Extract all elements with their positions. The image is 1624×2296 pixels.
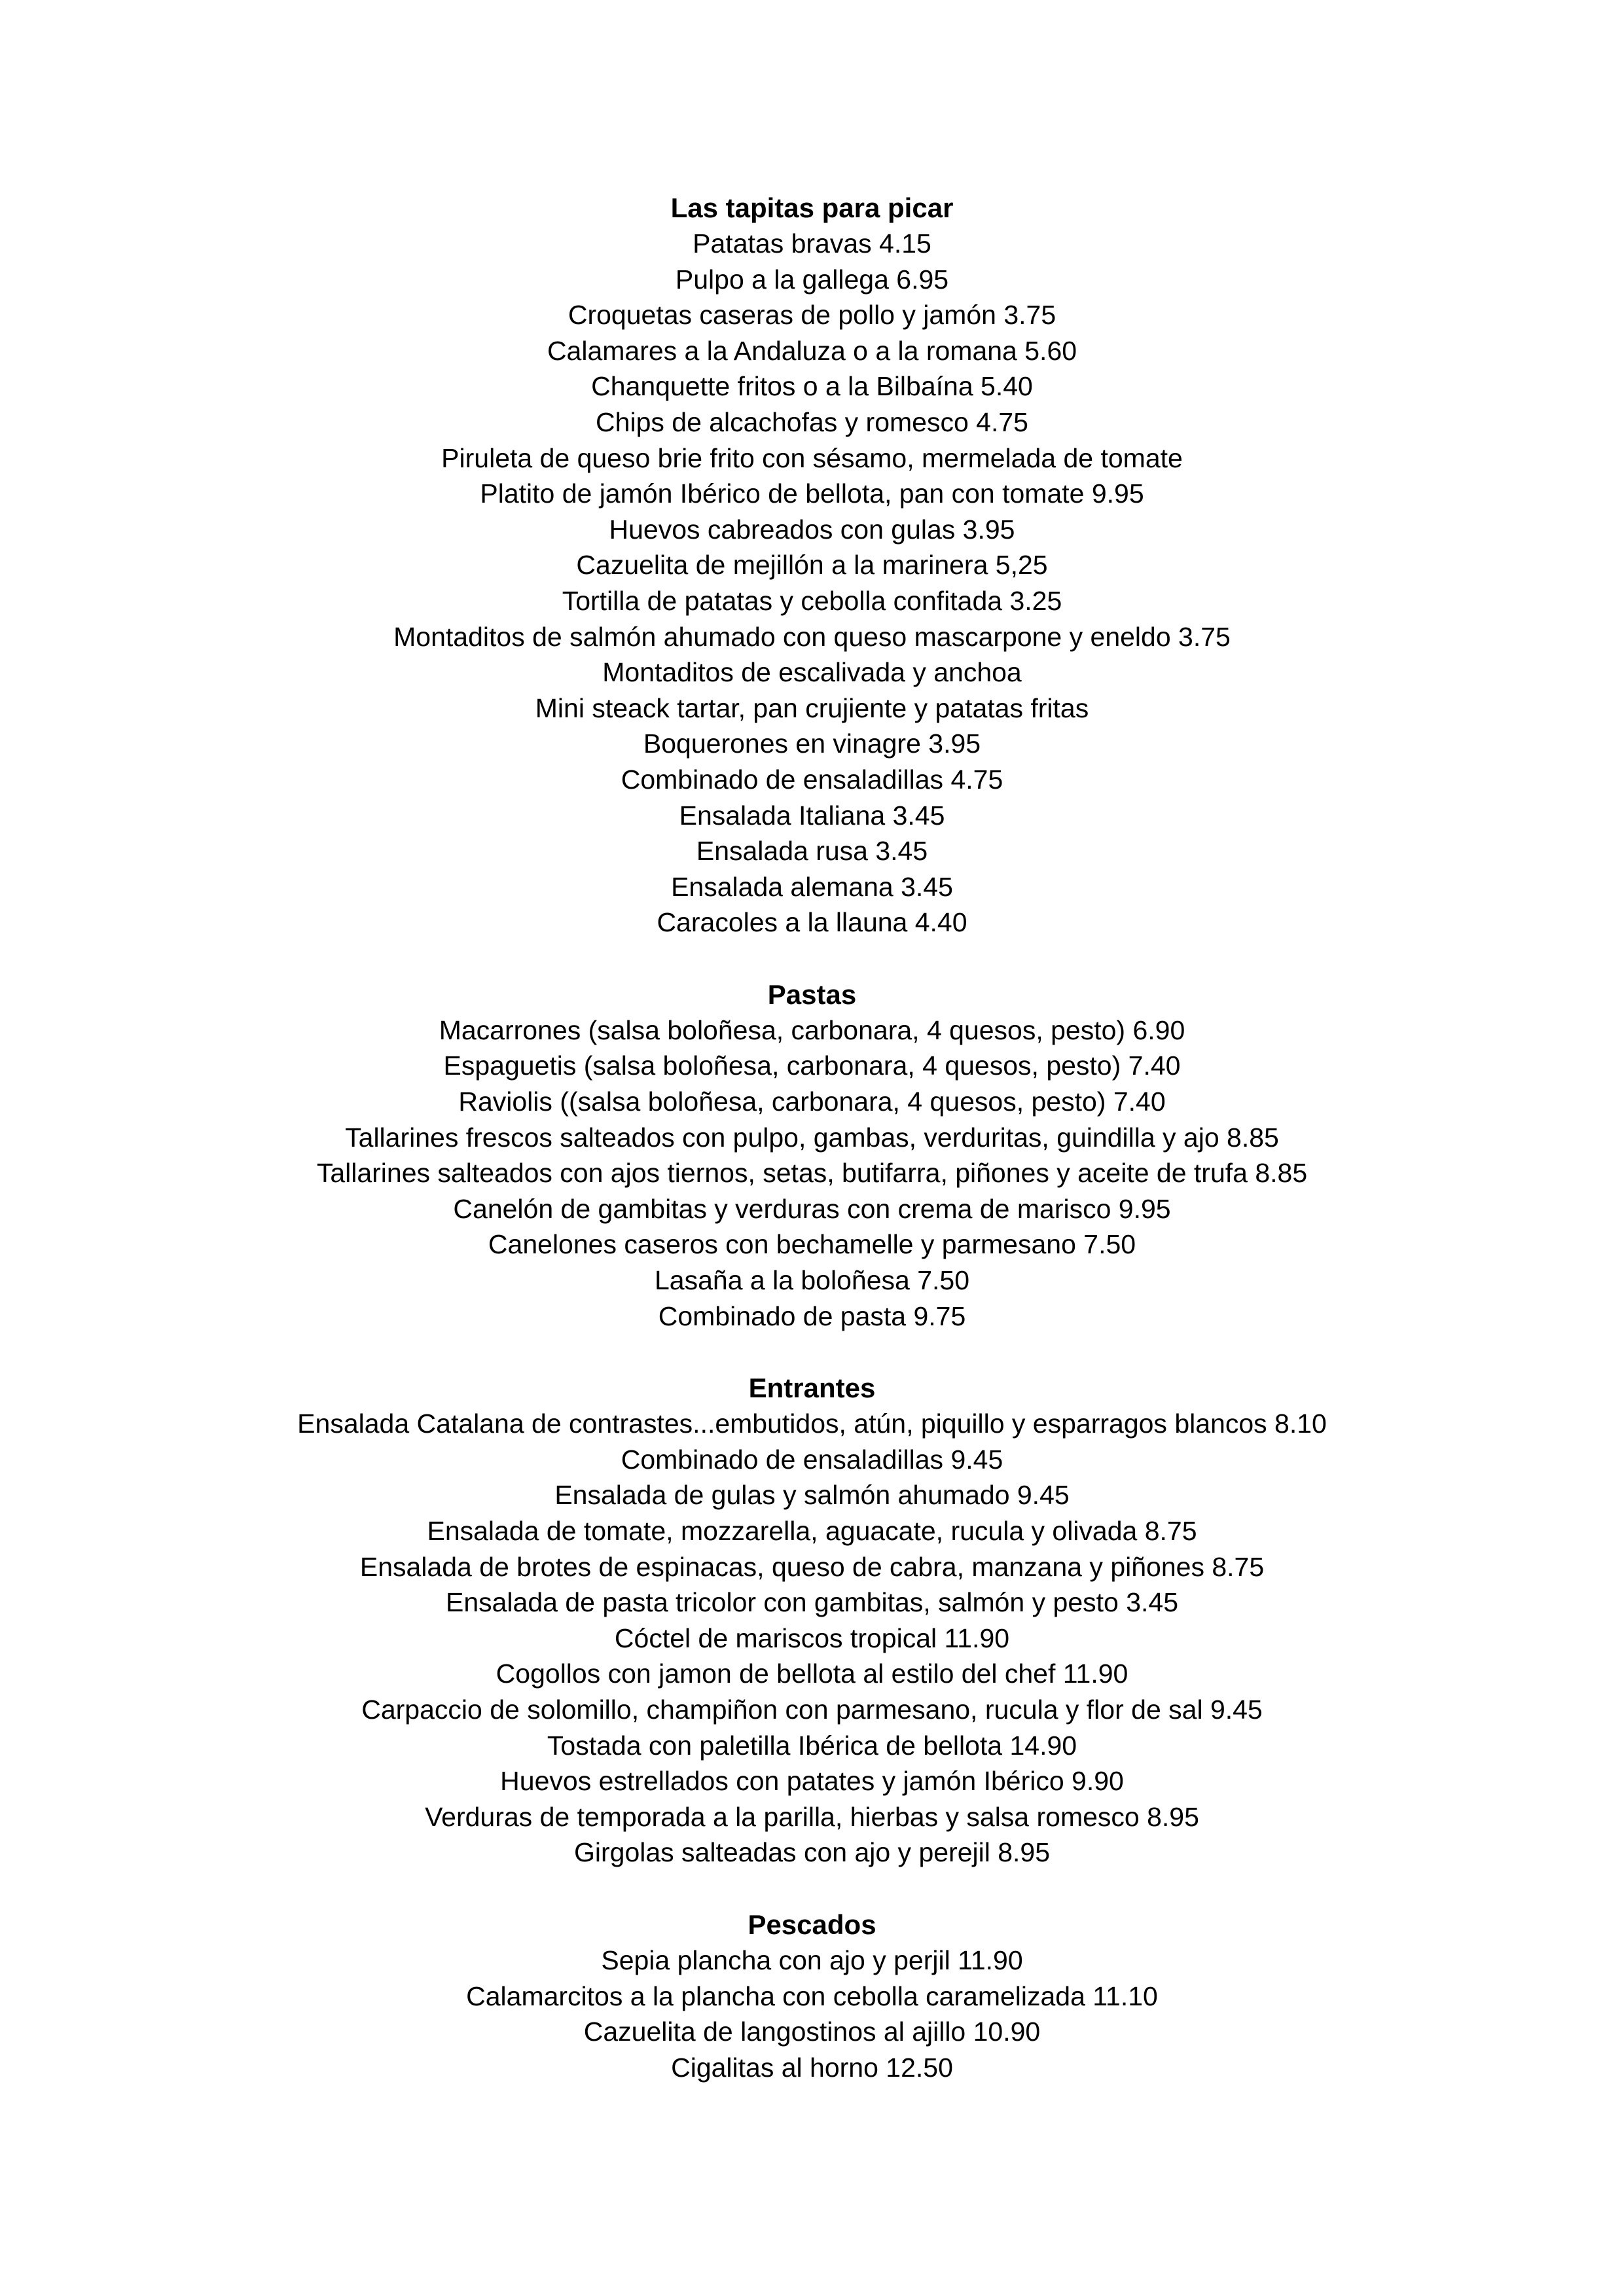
menu-item: Patatas bravas 4.15 [693,228,931,259]
menu-item: Canelones caseros con bechamelle y parmesano 7.50 [488,1229,1136,1260]
menu-item: Cigalitas al horno 12.50 [671,2052,953,2083]
menu-item: Girgolas salteadas con ajo y perejil 8.95 [573,1837,1051,1868]
menu-item: Boquerones en vinagre 3.95 [643,728,981,759]
menu-item: Calamarcitos a la plancha con cebolla caramelizada 11.10 [466,1981,1158,2011]
menu-item: Cazuelita de langostinos al ajillo 10.90 [583,2017,1041,2047]
menu-item: Piruleta de queso brie frito con sésamo, mermelada de tomate [441,442,1183,473]
section-pescados [0,1907,1624,2085]
menu-item: Cazuelita de mejillón a la marinera 5,25 [576,550,1048,581]
menu-item: Ensalada Italiana 3.45 [679,800,945,831]
menu-item: Verduras de temporada a la parilla, hierbas y salsa romesco 8.95 [425,1801,1199,1832]
menu-item: Canelón de gambitas y verduras con crema de marisco 9.95 [453,1193,1171,1224]
section-title: Entrantes [748,1372,876,1404]
menu-item: Tallarines salteados con ajos tiernos, setas, butifarra, piñones y aceite de trufa 8.85 [316,1158,1308,1189]
menu-item: Montaditos de escalivada y anchoa [602,657,1022,688]
menu-item: Calamares a la Andaluza o a la romana 5.60 [547,335,1077,366]
menu-item: Chanquette fritos o a la Bilbaína 5.40 [591,371,1033,402]
menu-item: Tostada con paletilla Ibérica de bellota 14.90 [547,1730,1077,1761]
menu-item: Macarrones (salsa boloñesa, carbonara, 4 quesos, pesto) 6.90 [439,1014,1185,1045]
menu-item: Platito de jamón Ibérico de bellota, pan con tomate 9.95 [480,478,1144,509]
section-tapitas [0,190,1624,941]
menu-item: Ensalada de pasta tricolor con gambitas, salmón y pesto 3.45 [445,1587,1179,1618]
menu-item: Sepia plancha con ajo y perjil 11.90 [601,1945,1023,1975]
menu-item: Huevos cabreados con gulas 3.95 [609,514,1015,545]
menu-item: Montaditos de salmón ahumado con queso mascarpone y eneldo 3.75 [393,621,1231,652]
menu-item: Combinado de pasta 9.75 [658,1300,966,1331]
menu-item: Carpaccio de solomillo, champiñon con parmesano, rucula y flor de sal 9.45 [361,1694,1263,1725]
section-title: Las tapitas para picar [670,192,954,223]
menu-item: Croquetas caseras de pollo y jamón 3.75 [568,300,1056,331]
menu-item: Combinado de ensaladillas 4.75 [621,764,1003,795]
menu-item: Ensalada Catalana de contrastes...embutidos, atún, piquillo y esparragos blancos 8.10 [297,1408,1327,1439]
section-pastas [0,977,1624,1334]
menu-item: Ensalada rusa 3.45 [696,836,928,867]
section-title: Pastas [767,978,857,1010]
menu-item: Lasaña a la boloñesa 7.50 [654,1265,969,1296]
menu-item: Tallarines frescos salteados con pulpo, gambas, verduritas, guindilla y ajo 8.85 [345,1122,1279,1153]
menu-item: Ensalada de tomate, mozzarella, aguacate, rucula y olivada 8.75 [427,1516,1197,1546]
menu-item: Huevos estrellados con patates y jamón Ibérico 9.90 [500,1766,1124,1797]
menu-item: Tortilla de patatas y cebolla confitada 3.25 [562,585,1062,616]
menu-item: Cóctel de mariscos tropical 11.90 [614,1623,1010,1653]
menu-page [0,190,1624,2085]
menu-item: Mini steack tartar, pan crujiente y patatas fritas [535,692,1089,723]
menu-item: Combinado de ensaladillas 9.45 [621,1444,1003,1475]
menu-item: Chips de alcachofas y romesco 4.75 [596,406,1028,437]
menu-item: Pulpo a la gallega 6.95 [675,264,949,295]
menu-item: Ensalada de brotes de espinacas, queso de cabra, manzana y piñones 8.75 [359,1551,1265,1582]
section-entrantes [0,1370,1624,1871]
menu-item: Ensalada de gulas y salmón ahumado 9.45 [554,1480,1070,1511]
menu-item: Ensalada alemana 3.45 [671,871,953,902]
section-title: Pescados [748,1909,876,1940]
menu-item: Cogollos con jamon de bellota al estilo del chef 11.90 [496,1659,1128,1689]
menu-item: Raviolis ((salsa boloñesa, carbonara, 4 quesos, pesto) 7.40 [458,1086,1166,1117]
menu-item: Caracoles a la llauna 4.40 [657,907,967,938]
menu-item: Espaguetis (salsa boloñesa, carbonara, 4 quesos, pesto) 7.40 [443,1050,1181,1081]
